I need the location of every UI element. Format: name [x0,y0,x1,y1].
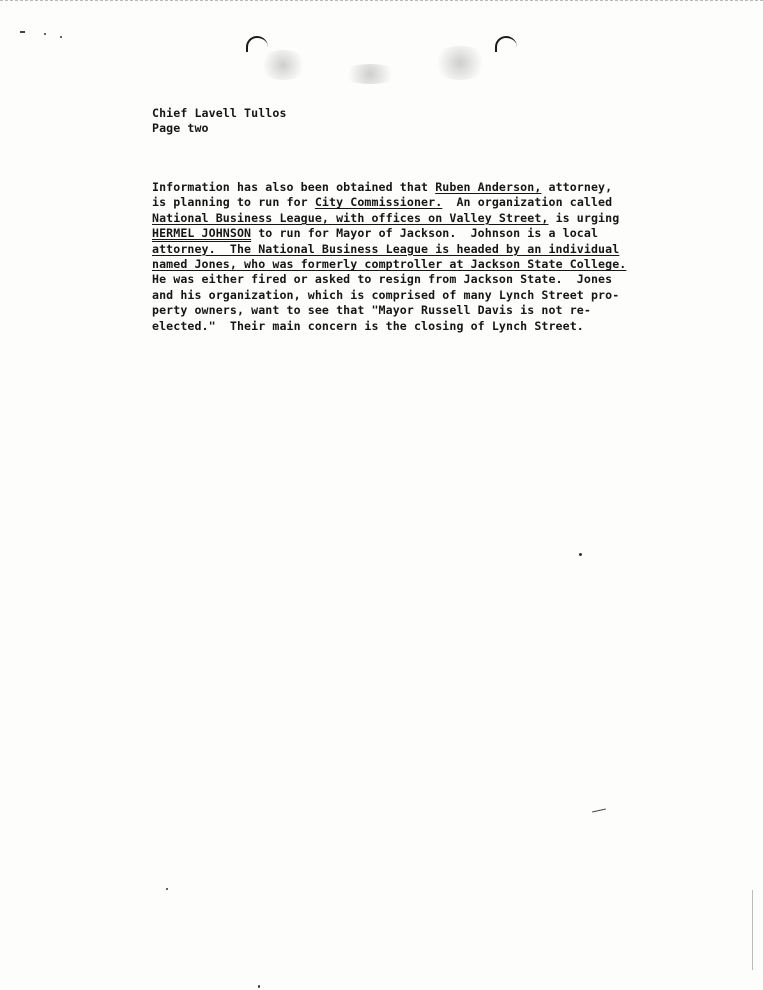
paragraph-line [152,226,672,241]
paragraph-line [152,211,672,226]
body-paragraph [152,180,672,334]
scan-speck [166,888,168,890]
scan-speck [20,31,25,33]
text-segment: and his organization, which is comprised of many Lynch Street pro- [152,287,620,302]
underlined-text: HERMEL JOHNSON [152,226,252,241]
scan-smudge [432,46,488,80]
paragraph-line [152,303,672,318]
page-label: Page two [152,121,209,135]
text-segment: to run for Mayor of Jackson. Johnson is a local [251,226,599,241]
text-segment: Information has also been obtained that [152,180,436,194]
scan-speck [44,33,46,35]
scan-speck [752,890,753,970]
text-segment: elected." Their main concern is the closing of Lynch Street. [152,318,584,333]
text-segment: is urging [548,210,620,225]
paragraph-line [152,272,672,287]
paragraph-line [152,288,672,303]
text-segment: An organization called [442,195,613,210]
underlined-text: attorney. The National Business League is headed by an individual [152,241,620,256]
text-segment: attorney, [541,180,613,194]
scan-speck [258,985,260,988]
paragraph-line [152,195,672,210]
letter-header [152,106,287,136]
recipient-line: Chief Lavell Tullos [152,106,287,120]
scan-speck [579,553,582,556]
scan-smudge [258,50,308,80]
underlined-text: City Commissioner. [314,195,443,210]
paragraph-line [152,319,672,334]
text-segment: perty owners, want to see that "Mayor Russell Davis is not re- [152,303,591,318]
underlined-text: named Jones, [152,257,237,272]
underlined-text: Ruben Anderson, [435,180,542,194]
paragraph-line [152,180,672,195]
scan-speck [592,809,606,813]
punch-hole-mark-left [246,36,268,52]
paragraph-line [152,257,672,272]
underlined-text: National Business League, with offices on Valley Street, [152,210,549,225]
punch-hole-mark-right [495,36,517,52]
paragraph-line [152,242,672,257]
scan-top-edge [0,0,763,3]
text-segment: is planning to run for [152,195,315,210]
scan-smudge [340,64,400,84]
scan-speck [60,36,62,38]
text-segment: He was either fired or asked to resign from Jackson State. Jones [152,272,613,287]
underlined-text: who was formerly comptroller at Jackson State College. [236,257,627,272]
